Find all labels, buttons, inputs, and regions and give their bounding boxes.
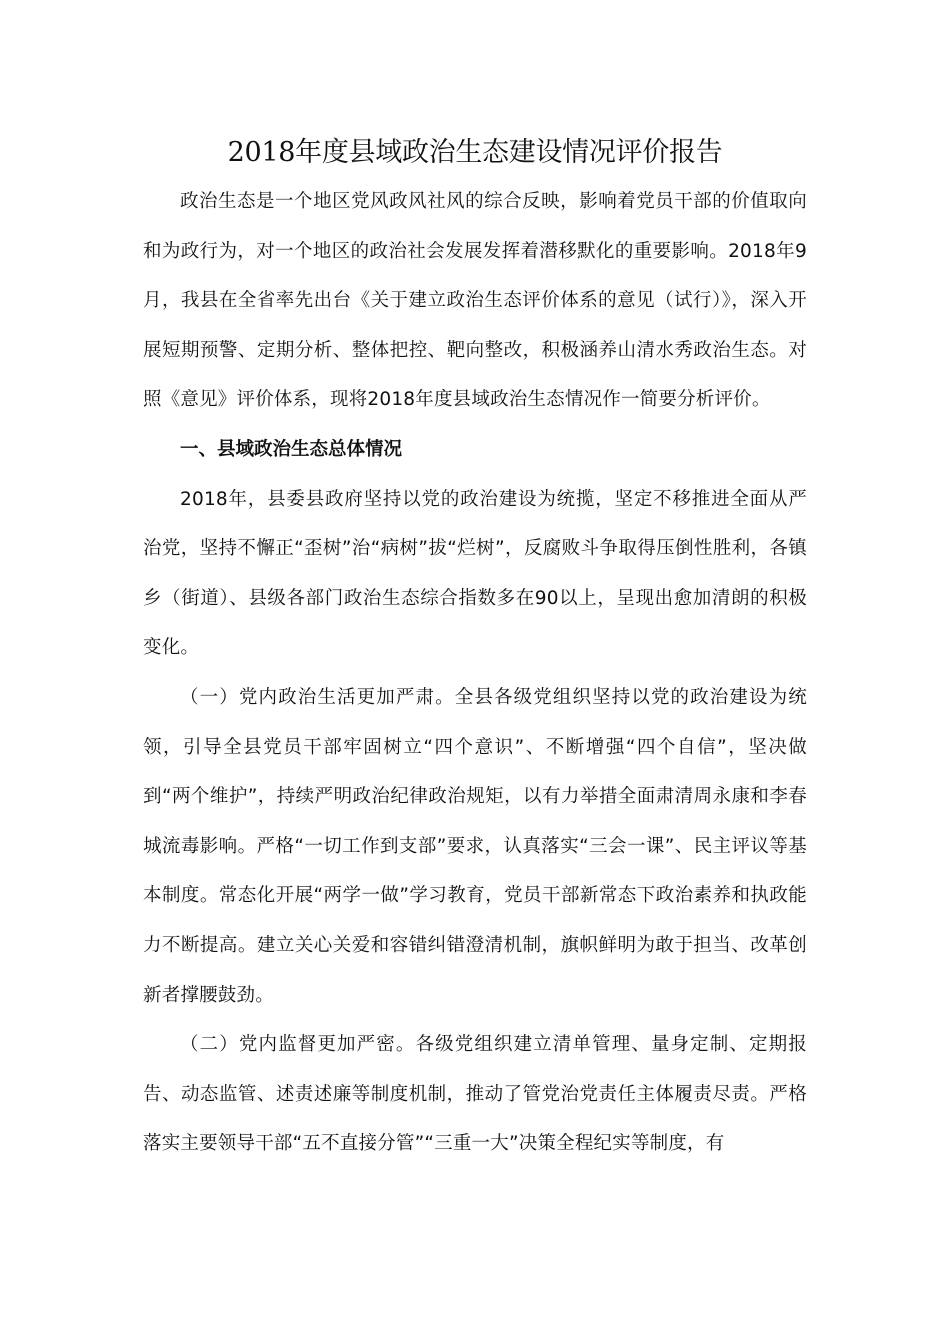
document-title: 2018年度县域政治生态建设情况评价报告	[227, 137, 723, 168]
item-paragraph-1: （一）党内政治生活更加严肃。全县各级党组织坚持以党的政治建设为统领，引导全县党员干部牢固树立“四个意识”、不断增强“四个自信”，坚决做到“两个维护”，持续严明政治纪律政治规矩，以有力举措全面肃清周永康和李春城流毒影响。严格“一切工作到支部”要求，认真落实“三会一课”、民主评议等基本制度。常态化开展“两学一做”学习教育，党员干部新常态下政治素养和执政能力不断提高。建立关心关爱和容错纠错澄清机制，旗帜鲜明为敢于担当、改革创新者撑腰鼓劲。	[143, 686, 807, 1006]
item-paragraph-2: （二）党内监督更加严密。各级党组织建立清单管理、量身定制、定期报告、动态监管、述责述廉等制度机制，推动了管党治党责任主体履责尽责。严格落实主要领导干部“五不直接分管”“三重一大”决策全程纪实等制度，有	[143, 1034, 807, 1155]
intro-paragraph: 政治生态是一个地区党风政风社风的综合反映，影响着党员干部的价值取向和为政行为，对一个地区的政治社会发展发挥着潜移默化的重要影响。2018年9月，我县在全省率先出台《关于建立政治生态评价体系的意见（试行）》，深入开展短期预警、定期分析、整体把控、靶向整改，积极涵养山清水秀政治生态。对照《意见》评价体系，现将2018年度县域政治生态情况作一简要分析评价。	[143, 191, 807, 411]
document-body	[143, 129, 807, 1169]
section-heading: 一、县域政治生态总体情况	[180, 438, 403, 460]
section-paragraph: 2018年，县委县政府坚持以党的政治建设为统揽，坚定不移推进全面从严治党，坚持不懈正“歪树”治“病树”拔“烂树”，反腐败斗争取得压倒性胜利，各镇乡（街道）、县级各部门政治生态综合指数多在90以上，呈现出愈加清朗的积极变化。	[143, 488, 807, 659]
